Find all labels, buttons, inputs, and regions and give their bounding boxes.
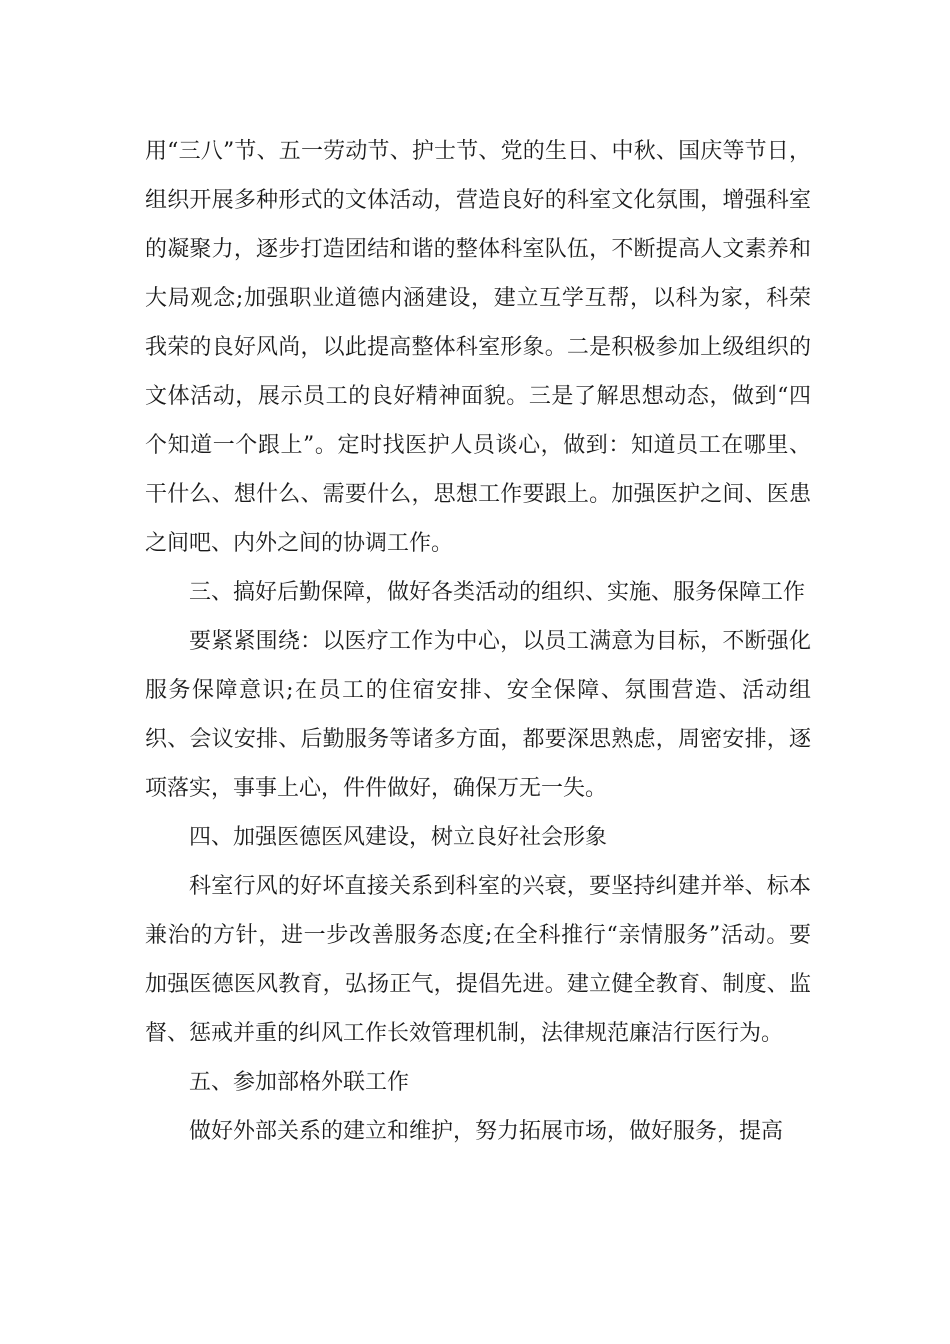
paragraph-external-relations: 做好外部关系的建立和维护，努力拓展市场，做好服务，提高 — [189, 1119, 784, 1144]
paragraph-logistics: 要紧紧围绕：以医疗工作为中心，以员工满意为目标，不断强化服务保障意识;在员工的住宿安排、安全保障、氛围营造、活动组织、会议安排、后勤服务等诸多方面，都要深思熟虑，周密安排，逐项落实，事事上心，件件做好，确保万无一失。 — [145, 629, 811, 801]
section-heading-logistics: 三、搞好后勤保障，做好各类活动的组织、实施、服务保障工作 — [189, 580, 806, 605]
section-heading-medical-ethics: 四、加强医德医风建设，树立良好社会形象 — [189, 825, 608, 850]
section-heading-external-relations: 五、参加部格外联工作 — [189, 1070, 410, 1095]
document-body — [145, 127, 811, 1156]
paragraph-medical-ethics: 科室行风的好坏直接关系到科室的兴衰，要坚持纠建并举、标本兼治的方针，进一步改善服务态度;在全科推行“亲情服务”活动。要加强医德医风教育，弘扬正气，提倡先进。建立健全教育、制度、监督、惩戒并重的纠风工作长效管理机制，法律规范廉洁行医行为。 — [145, 874, 811, 1046]
paragraph-cultural-activities: 用“三八”节、五一劳动节、护士节、党的生日、中秋、国庆等节日，组织开展多种形式的文体活动，营造良好的科室文化氛围，增强科室的凝聚力，逐步打造团结和谐的整体科室队伍，不断提高人文素养和大局观念;加强职业道德内涵建设，建立互学互帮，以科为家，科荣我荣的良好风尚，以此提高整体科室形象。二是积极参加上级组织的文体活动，展示员工的良好精神面貌。三是了解思想动态，做到“四个知道一个跟上”。定时找医护人员谈心，做到：知道员工在哪里、干什么、想什么、需要什么，思想工作要跟上。加强医护之间、医患之间吧、内外之间的协调工作。 — [145, 139, 811, 556]
